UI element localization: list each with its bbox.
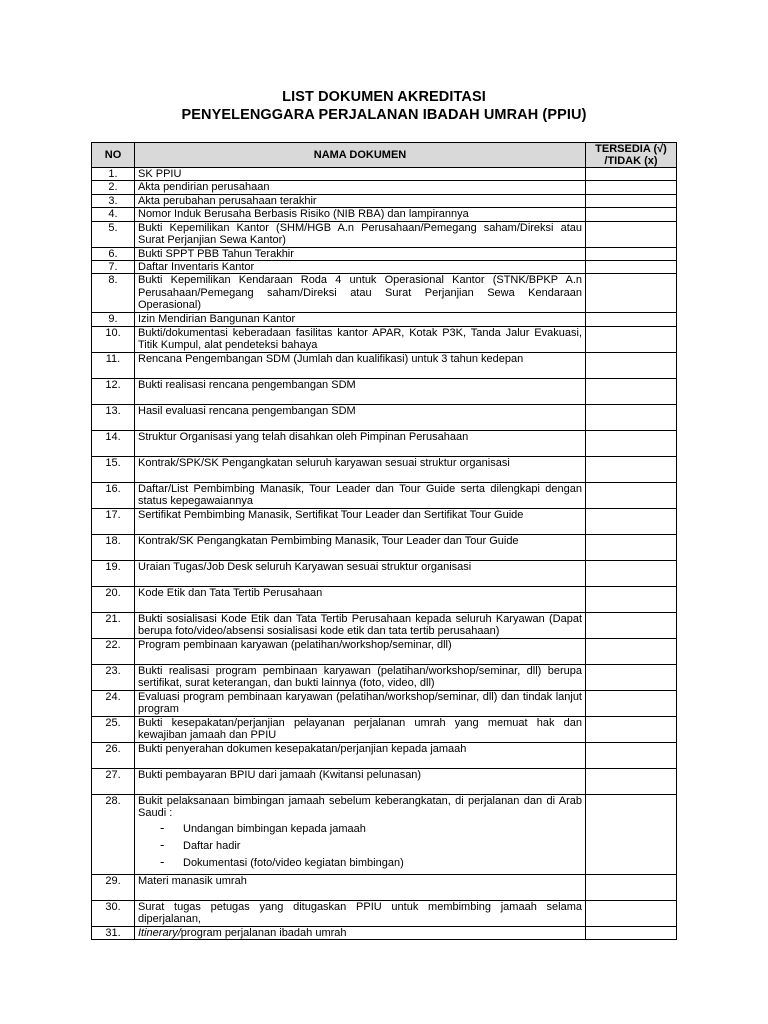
table-row (92, 261, 677, 274)
document-name-cell (135, 430, 586, 456)
availability-cell[interactable] (586, 208, 677, 221)
row-number: 5. (92, 221, 135, 247)
document-name: Bukti realisasi rencana pengembangan SDM (138, 378, 356, 391)
document-name-cell (135, 326, 586, 352)
document-name: Evaluasi program pembinaan karyawan (pelatihan/workshop/seminar, dll) dan tindak lanjut program (138, 690, 582, 716)
row-number: 3. (92, 194, 135, 207)
row-number: 4. (92, 208, 135, 221)
document-name: Hasil evaluasi rencana pengembangan SDM (138, 404, 356, 417)
availability-cell[interactable] (586, 900, 677, 926)
table-row (92, 430, 677, 456)
row-number: 10. (92, 326, 135, 352)
availability-cell[interactable] (586, 430, 677, 456)
document-name-cell (135, 690, 586, 716)
row-number: 27. (92, 768, 135, 794)
document-name: Kontrak/SPK/SK Pengangkatan seluruh karyawan sesuai struktur organisasi (138, 456, 510, 469)
document-name-cell (135, 274, 586, 313)
availability-cell[interactable] (586, 742, 677, 768)
table-row (92, 586, 677, 612)
availability-cell[interactable] (586, 926, 677, 939)
document-name: Bukti kesepakatan/perjanjian pelayanan perjalanan umrah yang memuat hak dan kewajiban jamaah dan PPIU (138, 716, 582, 742)
document-name: Kontrak/SK Pengangkatan Pembimbing Manasik, Tour Leader dan Tour Guide (138, 534, 519, 547)
availability-cell[interactable] (586, 586, 677, 612)
table-row (92, 247, 677, 260)
table-row (92, 716, 677, 742)
document-name: Daftar Inventaris Kantor (138, 261, 255, 274)
availability-cell[interactable] (586, 534, 677, 560)
document-name: Bukti penyerahan dokumen kesepakatan/perjanjian kepada jamaah (138, 742, 467, 755)
document-name-cell (135, 313, 586, 326)
document-name: Bukit pelaksanaan bimbingan jamaah sebelum keberangkatan, di perjalanan dan di Arab Saudi : (138, 794, 582, 820)
table-row (92, 378, 677, 404)
document-name: Daftar/List Pembimbing Manasik, Tour Leader dan Tour Guide serta dilengkapi dengan status kepegawaiannya (138, 482, 582, 508)
document-name-cell (135, 482, 586, 508)
document-name: Struktur Organisasi yang telah disahkan oleh Pimpinan Perusahaan (138, 430, 469, 443)
document-name: Bukti Kepemilikan Kantor (SHM/HGB A.n Perusahaan/Pemegang saham/Direksi atau Surat Perjanjian Sewa Kantor) (138, 221, 582, 247)
row-number: 18. (92, 534, 135, 560)
row-number: 13. (92, 404, 135, 430)
row-number: 29. (92, 874, 135, 900)
document-name-cell (135, 716, 586, 742)
table-row (92, 560, 677, 586)
document-name: Akta pendirian perusahaan (138, 181, 270, 194)
row-number: 30. (92, 900, 135, 926)
row-number: 7. (92, 261, 135, 274)
row-number: 2. (92, 181, 135, 194)
table-row (92, 664, 677, 690)
table-row (92, 690, 677, 716)
document-name: Bukti/dokumentasi keberadaan fasilitas kantor APAR, Kotak P3K, Tanda Jalur Evakuasi, Titik Kumpul, alat pendeteksi bahaya (138, 326, 582, 352)
document-name: Kode Etik dan Tata Tertib Perusahaan (138, 586, 323, 599)
table-row (92, 208, 677, 221)
document-name-cell (135, 404, 586, 430)
row-number: 20. (92, 586, 135, 612)
table-row (92, 768, 677, 794)
row-number: 22. (92, 638, 135, 664)
table-row (92, 326, 677, 352)
document-name-cell (135, 794, 586, 874)
row-number: 9. (92, 313, 135, 326)
row-number: 15. (92, 456, 135, 482)
availability-cell[interactable] (586, 482, 677, 508)
table-row (92, 456, 677, 482)
document-name-italic: Itinerary/ (138, 926, 181, 939)
header-document-name: NAMA DOKUMEN (135, 143, 586, 168)
row-number: 28. (92, 794, 135, 874)
document-name-cell (135, 926, 586, 939)
row-number: 16. (92, 482, 135, 508)
table-row (92, 900, 677, 926)
document-name: Sertifikat Pembimbing Manasik, Sertifikat Tour Leader dan Sertifikat Tour Guide (138, 508, 524, 521)
sub-item: - Daftar hadir (160, 840, 582, 853)
document-name-cell (135, 586, 586, 612)
document-name: Bukti sosialisasi Kode Etik dan Tata Tertib Perusahaan kepada seluruh Karyawan (Dapat berupa foto/video/absensi sosialisasi kode etik dan tata tertib perusahaan) (138, 612, 582, 638)
availability-cell[interactable] (586, 508, 677, 534)
table-row (92, 508, 677, 534)
table-row (92, 742, 677, 768)
document-name-cell (135, 352, 586, 378)
document-name-cell (135, 560, 586, 586)
table-row (92, 194, 677, 207)
availability-cell[interactable] (586, 221, 677, 247)
document-name-cell (135, 534, 586, 560)
document-subtitle: PENYELENGGARA PERJALANAN IBADAH UMRAH (PPIU) (181, 107, 587, 123)
document-name: Uraian Tugas/Job Desk seluruh Karyawan sesuai struktur organisasi (138, 560, 472, 573)
row-number: 25. (92, 716, 135, 742)
document-name: Bukti SPPT PBB Tahun Terakhir (138, 247, 294, 260)
document-name: Materi manasik umrah (138, 874, 247, 887)
row-number: 6. (92, 247, 135, 260)
table-row (92, 534, 677, 560)
row-number: 17. (92, 508, 135, 534)
table-row (92, 221, 677, 247)
document-name-cell (135, 664, 586, 690)
document-name: Bukti realisasi program pembinaan karyawan (pelatihan/workshop/seminar, dll) berupa sertifikat, surat keterangan, dan bukti lainnya (foto, video, dll) (138, 664, 582, 690)
table-row (92, 926, 677, 939)
document-name-cell (135, 247, 586, 260)
availability-cell[interactable] (586, 612, 677, 638)
table-row (92, 638, 677, 664)
row-number: 11. (92, 352, 135, 378)
availability-cell[interactable] (586, 194, 677, 207)
availability-cell[interactable] (586, 352, 677, 378)
document-name: Akta perubahan perusahaan terakhir (138, 194, 317, 207)
table-row (92, 181, 677, 194)
document-name-cell (135, 508, 586, 534)
row-number: 24. (92, 690, 135, 716)
availability-cell[interactable] (586, 560, 677, 586)
row-number: 31. (92, 926, 135, 939)
document-name-cell (135, 168, 586, 181)
header-availability: TERSEDIA (√) /TIDAK (x) (586, 143, 677, 168)
table-row (92, 352, 677, 378)
sub-item-list (138, 823, 582, 870)
document-title: LIST DOKUMEN AKREDITASI (282, 89, 486, 105)
availability-cell[interactable] (586, 313, 677, 326)
document-name: Surat tugas petugas yang ditugaskan PPIU untuk membimbing jamaah selama diperjalanan, (138, 900, 582, 926)
document-name-cell (135, 768, 586, 794)
table-row (92, 274, 677, 313)
document-name: Bukti pembayaran BPIU dari jamaah (Kwitansi pelunasan) (138, 768, 422, 781)
table-row (92, 482, 677, 508)
document-name-cell (135, 900, 586, 926)
document-name-cell (135, 194, 586, 207)
availability-cell[interactable] (586, 247, 677, 260)
row-number: 12. (92, 378, 135, 404)
availability-cell[interactable] (586, 874, 677, 900)
document-name: program perjalanan ibadah umrah (180, 926, 347, 939)
document-checklist-table (91, 142, 677, 940)
document-name-cell (135, 221, 586, 247)
document-name: Rencana Pengembangan SDM (Jumlah dan kualifikasi) untuk 3 tahun kedepan (138, 352, 524, 365)
availability-cell[interactable] (586, 181, 677, 194)
availability-cell[interactable] (586, 690, 677, 716)
table-row (92, 612, 677, 638)
availability-cell[interactable] (586, 794, 677, 874)
availability-cell[interactable] (586, 404, 677, 430)
sub-item: - Undangan bimbingan kepada jamaah (160, 823, 582, 836)
sub-item: - Dokumentasi (foto/video kegiatan bimbingan) (160, 857, 582, 870)
table-row (92, 168, 677, 181)
table-row (92, 794, 677, 874)
row-number: 23. (92, 664, 135, 690)
document-name-cell (135, 874, 586, 900)
availability-cell[interactable] (586, 638, 677, 664)
table-row (92, 874, 677, 900)
availability-cell[interactable] (586, 168, 677, 181)
availability-cell[interactable] (586, 456, 677, 482)
availability-cell[interactable] (586, 261, 677, 274)
availability-cell[interactable] (586, 378, 677, 404)
document-name-cell (135, 742, 586, 768)
document-name-cell (135, 612, 586, 638)
row-number: 14. (92, 430, 135, 456)
document-name: SK PPIU (138, 168, 182, 180)
table-row (92, 313, 677, 326)
document-name: Izin Mendirian Bangunan Kantor (138, 313, 296, 326)
header-no: NO (92, 143, 135, 168)
row-number: 26. (92, 742, 135, 768)
document-name-cell (135, 378, 586, 404)
row-number: 1. (92, 168, 135, 181)
row-number: 21. (92, 612, 135, 638)
availability-cell[interactable] (586, 274, 677, 313)
document-name: Nomor Induk Berusaha Berbasis Risiko (NIB RBA) dan lampirannya (138, 208, 469, 221)
document-name-cell (135, 638, 586, 664)
document-name-cell (135, 181, 586, 194)
row-number: 8. (92, 274, 135, 313)
table-row (92, 404, 677, 430)
availability-cell[interactable] (586, 664, 677, 690)
table-header-row (92, 143, 677, 168)
availability-cell[interactable] (586, 768, 677, 794)
document-name: Bukti Kepemilikan Kendaraan Roda 4 untuk Operasional Kantor (STNK/BPKP A.n Perusahaan/Pemegang saham/Direksi atau Surat Perjanjian Sewa Kendaraan Operasional) (138, 274, 582, 312)
document-name: Program pembinaan karyawan (pelatihan/workshop/seminar, dll) (138, 638, 452, 651)
document-name-cell (135, 456, 586, 482)
row-number: 19. (92, 560, 135, 586)
document-name-cell (135, 261, 586, 274)
availability-cell[interactable] (586, 716, 677, 742)
availability-cell[interactable] (586, 326, 677, 352)
document-name-cell (135, 208, 586, 221)
